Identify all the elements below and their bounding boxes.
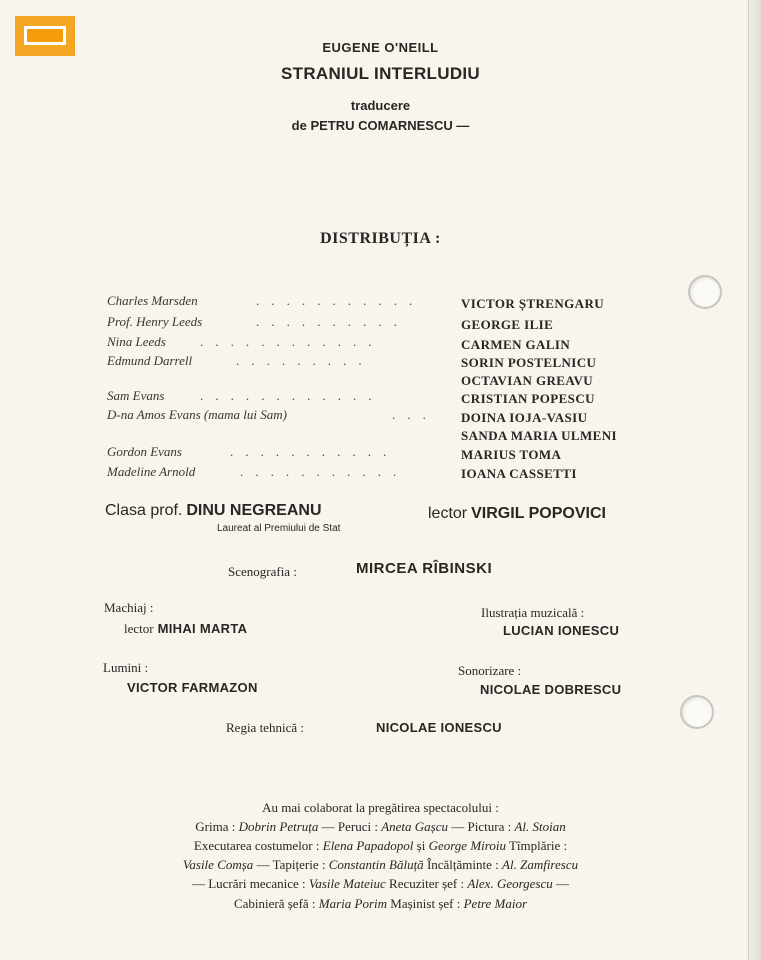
collab-text: și — [413, 838, 429, 853]
collab-text: — Tapițerie : — [253, 857, 329, 872]
collab-line-4 — [0, 876, 761, 892]
lights-name: VICTOR FARMAZON — [127, 680, 258, 695]
collab-text: Încălțăminte : — [423, 857, 503, 872]
play-title: STRANIUL INTERLUDIU — [281, 64, 480, 83]
leader-dots: . . . . . . . . . . . . — [200, 334, 376, 349]
class-prof-name: DINU NEGREANU — [186, 502, 322, 519]
collab-person: Aneta Gașcu — [381, 819, 449, 834]
leader-dots: . . . . . . . . . . . — [230, 444, 391, 459]
tech-direction-name: NICOLAE IONESCU — [376, 720, 502, 735]
role-name: D-na Amos Evans (mama lui Sam) — [107, 407, 287, 422]
lector-label: lector — [428, 505, 468, 522]
collab-text: Executarea costumelor : — [193, 838, 323, 853]
page-edge-line — [748, 0, 749, 960]
role-name: Edmund Darrell — [107, 353, 193, 368]
collab-text: Recuziter șef : — [385, 876, 468, 891]
role-name: Nina Leeds — [107, 334, 166, 349]
scenography-name: MIRCEA RÎBINSKI — [356, 560, 493, 577]
collab-line-5 — [0, 896, 761, 912]
collab-person: Maria Porim — [318, 896, 388, 911]
page-edge — [747, 0, 761, 960]
actor-name: DOINA IOJA-VASIU — [461, 410, 588, 425]
collab-line-1 — [0, 819, 761, 835]
role-name: Madeline Arnold — [107, 464, 196, 479]
collab-person: Vasile Mateiuc — [308, 876, 386, 891]
actor-name: SORIN POSTELNICU — [461, 355, 597, 370]
makeup-prefix: lector — [124, 621, 154, 636]
collab-person: Vasile Comșa — [182, 857, 254, 872]
collab-text: — Pictura : — [448, 819, 515, 834]
leader-dots: . . . . . . . . . . . — [240, 464, 401, 479]
translator: de PETRU COMARNESCU — — [291, 118, 470, 133]
collab-person: George Miroiu — [428, 838, 506, 853]
sound-name: NICOLAE DOBRESCU — [480, 682, 622, 697]
class-prof-line — [105, 502, 322, 520]
actor-name: SANDA MARIA ULMENI — [461, 428, 617, 443]
cast-heading: DISTRIBUȚIA : — [320, 230, 441, 247]
collab-text: — Peruci : — [318, 819, 382, 834]
collab-person: Constantin Băluță — [328, 857, 424, 872]
collab-person: Al. Stoian — [514, 819, 566, 834]
makeup-label: Machiaj : — [104, 600, 154, 615]
actor-name: GEORGE ILIE — [461, 317, 554, 332]
collab-person: Dobrin Petruța — [238, 819, 319, 834]
author: EUGENE O'NEILL — [322, 40, 439, 55]
translation-label: traducere — [350, 98, 411, 113]
lector-name: VIRGIL POPOVICI — [471, 505, 606, 522]
collab-text: — — [552, 876, 570, 891]
collab-intro: Au mai colaborat la pregătirea spectacolului : — [262, 800, 499, 815]
music-name: LUCIAN IONESCU — [503, 623, 620, 638]
scenography-label: Scenografia : — [228, 564, 297, 579]
leader-dots: . . . — [392, 407, 431, 422]
music-label: Ilustrația muzicală : — [481, 605, 585, 620]
leader-dots: . . . . . . . . . . . . — [200, 388, 376, 403]
role-name: Charles Marsden — [107, 293, 198, 308]
actor-name: IOANA CASSETTI — [461, 466, 577, 481]
makeup-name: MIHAI MARTA — [157, 621, 248, 636]
actor-name: VICTOR ȘTRENGARU — [461, 296, 605, 311]
collab-person: Al. Zamfirescu — [502, 857, 579, 872]
leader-dots: . . . . . . . . . — [236, 353, 367, 368]
collab-person: Elena Papadopol — [322, 838, 414, 853]
collab-text: Tîmplărie : — [505, 838, 568, 853]
collab-text: Cabinieră șefă : — [233, 896, 319, 911]
punch-hole-top — [688, 275, 722, 309]
award-note: Laureat al Premiului de Stat — [217, 523, 341, 534]
tech-direction-label: Regia tehnică : — [226, 720, 304, 735]
actor-name: CARMEN GALIN — [461, 337, 571, 352]
makeup-line — [124, 620, 247, 638]
role-name: Prof. Henry Leeds — [107, 314, 203, 329]
actor-name: OCTAVIAN GREAVU — [461, 373, 594, 388]
collab-person: Petre Maior — [463, 896, 528, 911]
actor-name: CRISTIAN POPESCU — [461, 391, 595, 406]
actor-name: MARIUS TOMA — [461, 447, 562, 462]
class-prof-prefix: Clasa prof. — [105, 502, 183, 519]
collab-person: Alex. Georgescu — [467, 876, 553, 891]
role-name: Sam Evans — [107, 388, 165, 403]
leader-dots: . . . . . . . . . . — [256, 314, 402, 329]
collab-line-2 — [0, 838, 761, 854]
collab-text: Grima : — [195, 819, 239, 834]
lights-label: Lumini : — [103, 660, 149, 675]
role-name: Gordon Evans — [107, 444, 182, 459]
collab-line-3 — [0, 857, 761, 873]
punch-hole-bottom — [680, 695, 714, 729]
lector-line — [428, 505, 606, 523]
leader-dots: . . . . . . . . . . . — [256, 293, 417, 308]
collab-text: Mașinist șef : — [387, 896, 464, 911]
sound-label: Sonorizare : — [458, 663, 522, 678]
collab-text: — Lucrări mecanice : — [191, 876, 309, 891]
